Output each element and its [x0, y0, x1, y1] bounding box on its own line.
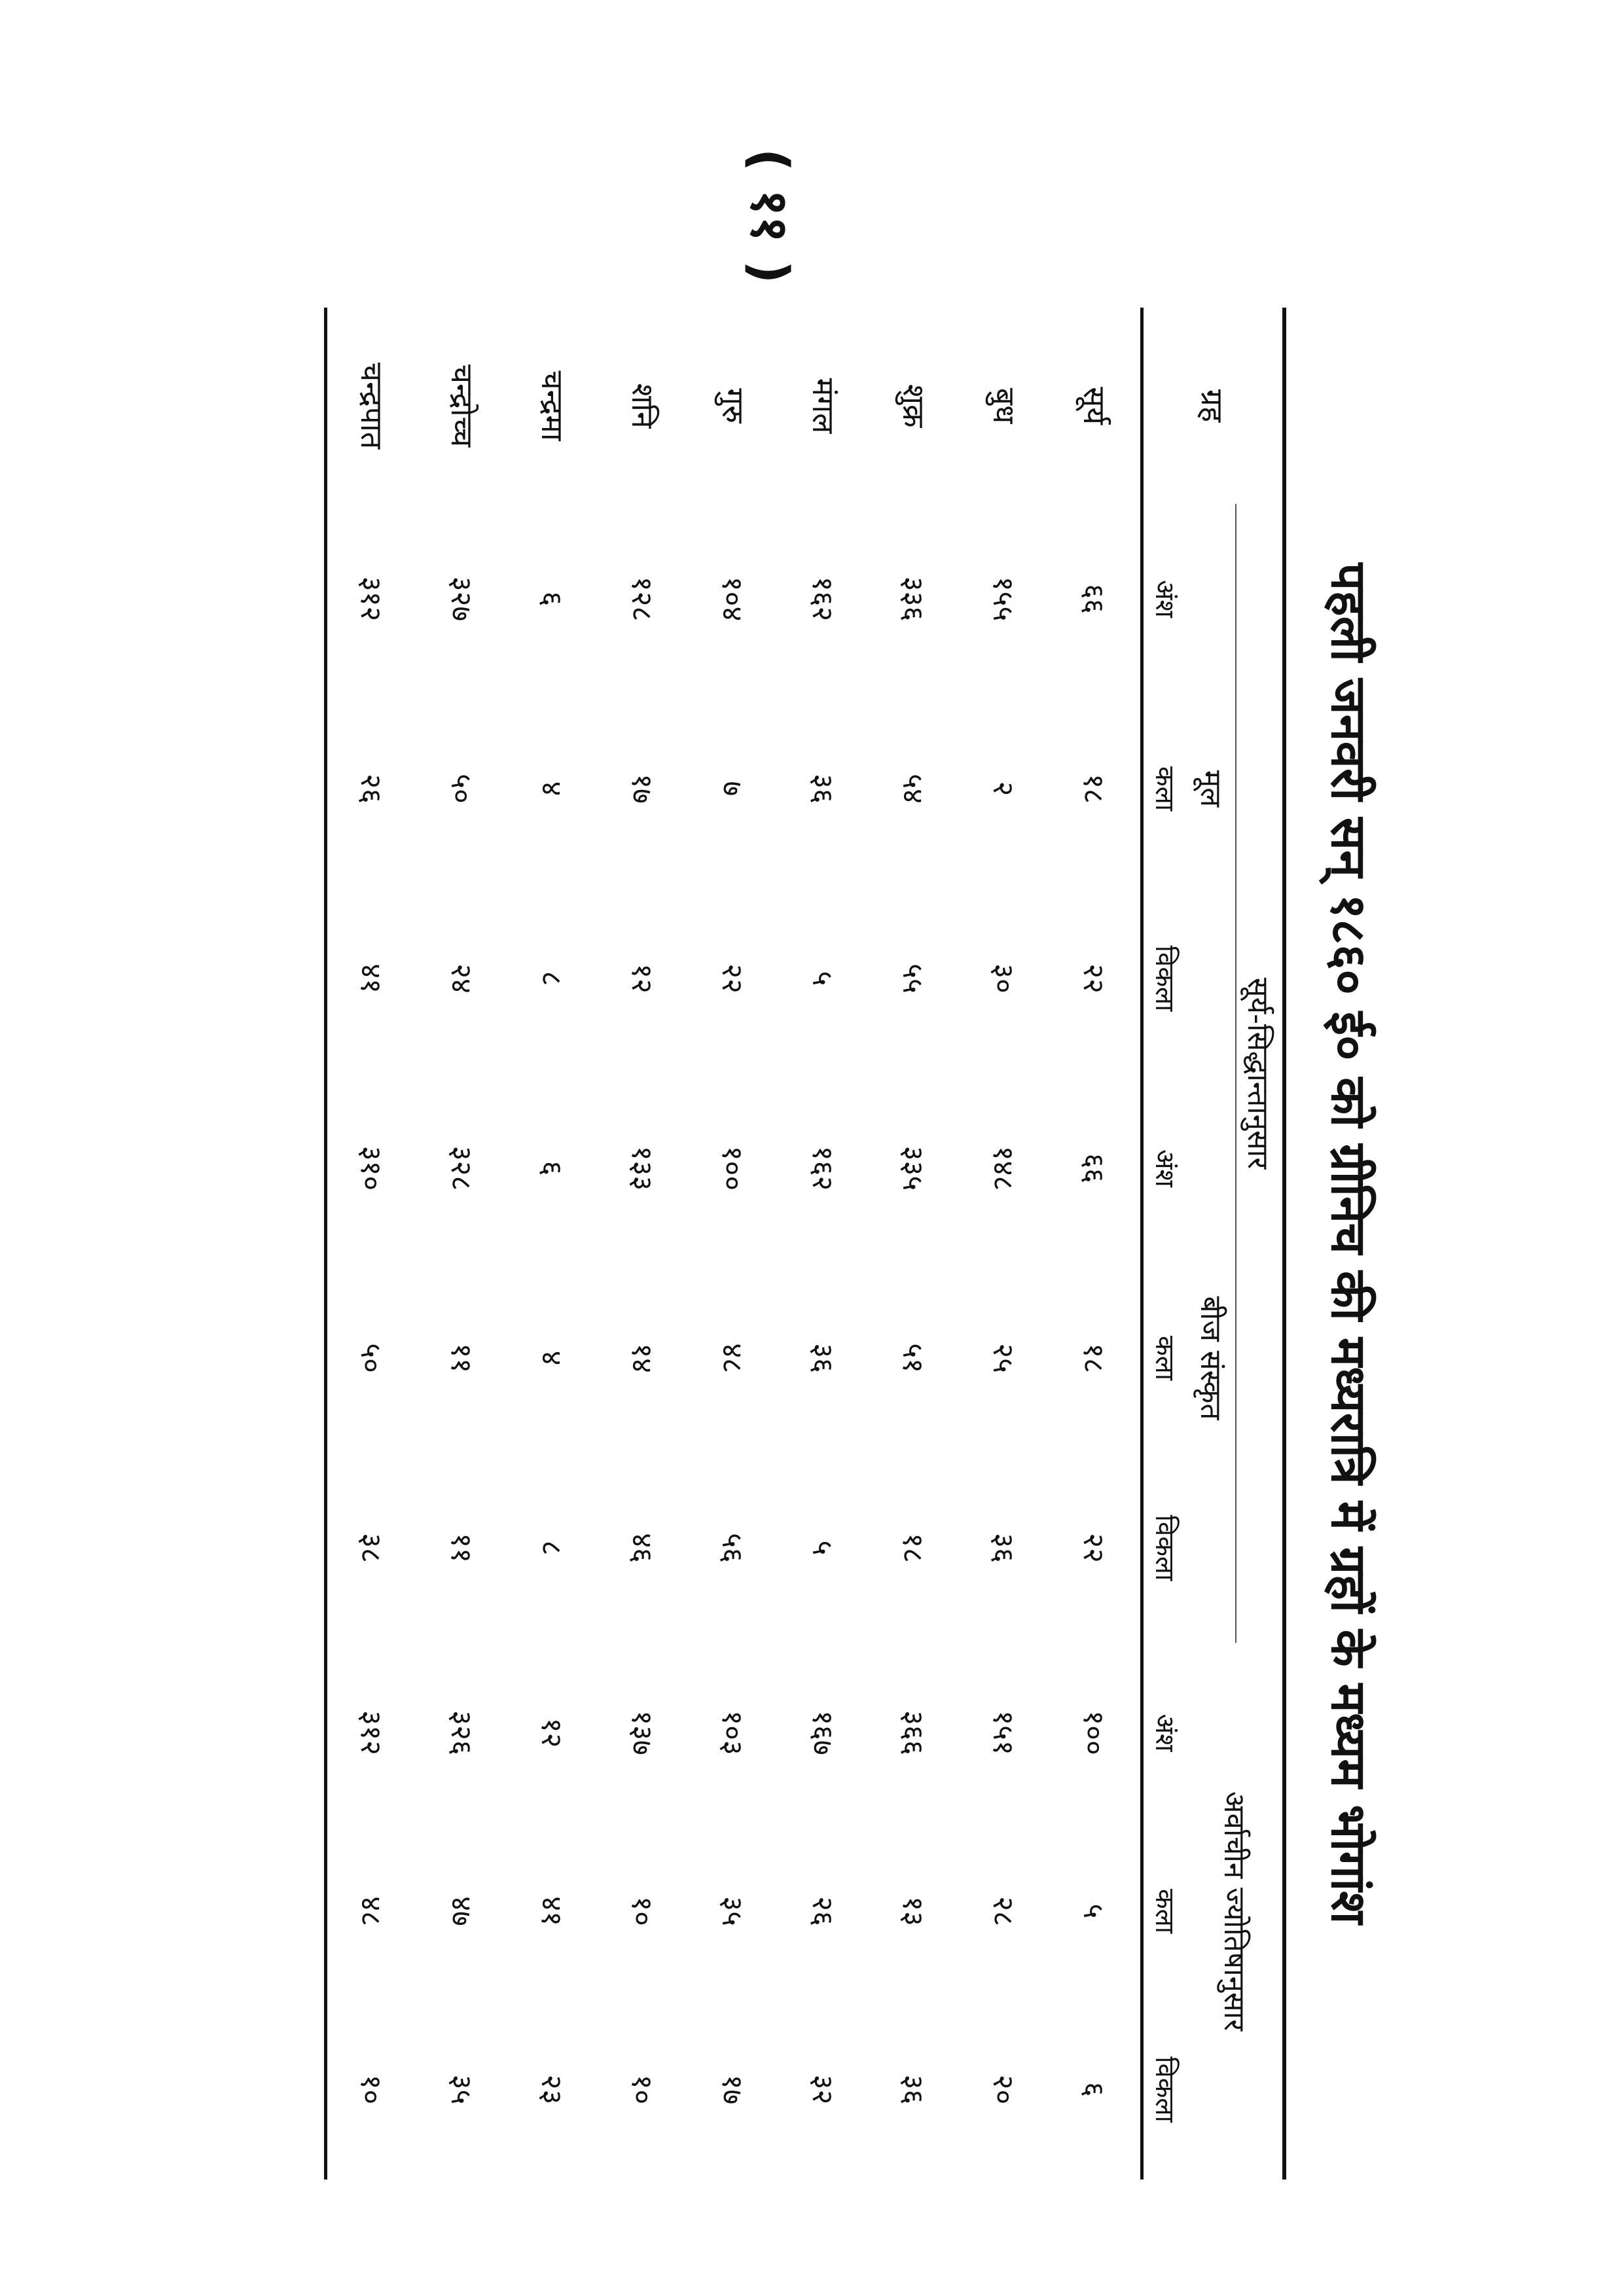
table-body	[326, 308, 1142, 2179]
beej-vikala-value: ११	[444, 1533, 478, 1563]
page-title: पहली जनवरी सन् १८६० ई० को ग्रीनिच की मध्यरात्रि में ग्रहों के मध्यम भोगांश	[1320, 563, 1377, 1924]
beej-ansh-value: १४८	[986, 1145, 1020, 1191]
planet-name: सूर्य	[1077, 387, 1112, 425]
mool-kala-value: १७	[625, 774, 659, 804]
arvachin-kala-value: ४१	[535, 1896, 568, 1926]
arvachin-kala-value: ४८	[326, 1823, 418, 2000]
mool-ansh-value: ६६	[1077, 584, 1110, 614]
table-row	[598, 308, 689, 2179]
mool-ansh-value: ३३६	[896, 576, 929, 622]
arvachin-vikala-value: ६	[1077, 2082, 1110, 2097]
arvachin-kala-value: ३५	[715, 1896, 749, 1926]
unit-kala: कला	[1142, 694, 1190, 884]
table-row	[1050, 308, 1142, 2179]
beej-kala-value: ४	[535, 1350, 568, 1366]
mool-vikala-value: ५	[806, 971, 839, 986]
beej-ansh-value: ६	[535, 1160, 568, 1176]
arvachin-vikala-value: १०	[625, 2074, 659, 2105]
beej-kala-value: २५	[986, 1343, 1020, 1373]
arvachin-ansh-value: १२	[535, 1717, 568, 1748]
table-row	[418, 308, 508, 2179]
arvachin-kala-value: ४७	[444, 1896, 478, 1926]
header-planet: ग्रह	[1142, 308, 1283, 504]
arvachin-kala-value: १०	[625, 1896, 659, 1926]
arvachin-kala-value: २८	[986, 1896, 1020, 1926]
beej-ansh-value: १३३	[625, 1145, 659, 1191]
beej-ansh-value: ३२८	[444, 1145, 478, 1191]
unit-vikala: विकला	[1142, 2000, 1190, 2179]
planet-name: शुक्र	[896, 384, 931, 428]
arvachin-ansh-value: १५१	[986, 1710, 1020, 1755]
arvachin-vikala-value: १०	[326, 2000, 418, 2179]
mool-kala-value: ४	[535, 781, 568, 797]
unit-kala: कला	[1142, 1823, 1190, 2000]
arvachin-kala-value: २६	[806, 1896, 839, 1926]
unit-vikala: विकला	[1142, 1453, 1190, 1643]
arvachin-vikala-value: ३५	[444, 2074, 478, 2105]
arvachin-vikala-value: २३	[535, 2074, 568, 2105]
mool-ansh-value: १५५	[986, 576, 1020, 622]
beej-kala-value: ३६	[806, 1343, 839, 1373]
unit-kala: कला	[1142, 1263, 1190, 1453]
mool-ansh-value: ३१२	[326, 504, 418, 694]
arvachin-vikala-value: १७	[715, 2074, 749, 2105]
mool-vikala-value: २४	[444, 963, 478, 994]
arvachin-ansh-value: १००	[1077, 1710, 1110, 1755]
beej-vikala-value: ३८	[326, 1453, 418, 1643]
arvachin-ansh-value: १६७	[806, 1710, 839, 1755]
mool-vikala-value: २२	[1077, 963, 1110, 994]
mool-ansh-value: १२८	[625, 576, 659, 622]
arvachin-vikala-value: ३६	[896, 2074, 929, 2105]
mool-ansh-value: ३२७	[444, 576, 478, 622]
table-row	[689, 308, 779, 2179]
beej-ansh-value: ६६	[1077, 1153, 1110, 1183]
arvachin-ansh-value: ३२६	[444, 1710, 478, 1755]
page-number: ( ११ )	[740, 148, 799, 284]
beej-kala-value: ४८	[715, 1343, 749, 1373]
planet-name: चन्द्रपात	[326, 308, 418, 504]
mool-vikala-value: १२	[625, 963, 659, 994]
mool-vikala-value: ५५	[896, 963, 929, 994]
planet-name: मंगल	[806, 378, 841, 434]
beej-vikala-value: ८	[535, 1540, 568, 1556]
mool-vikala-value: २२	[715, 963, 749, 994]
beej-vikala-value: ५६	[715, 1533, 749, 1563]
unit-vikala: विकला	[1142, 884, 1190, 1073]
header-mool: मूल	[1189, 504, 1236, 1073]
beej-kala-value: १८	[1077, 1343, 1110, 1373]
table-row	[869, 308, 960, 2179]
beej-ansh-value: ३३५	[896, 1145, 929, 1191]
mool-ansh-value: ६	[535, 591, 568, 607]
mool-kala-value: ५४	[896, 774, 929, 804]
header-surya-siddhanta: सूर्य-सिद्धान्तानुसार	[1241, 977, 1274, 1170]
table-row	[960, 308, 1050, 2179]
arvachin-vikala-value: ३२	[806, 2074, 839, 2105]
table-row	[779, 308, 869, 2179]
unit-ansh: अंश	[1142, 504, 1190, 694]
beej-ansh-value: १००	[715, 1145, 749, 1191]
unit-ansh: अंश	[1142, 1643, 1190, 1823]
unit-ansh: अंश	[1142, 1073, 1190, 1263]
arvachin-ansh-value: १३७	[625, 1710, 659, 1755]
arvachin-kala-value: ५	[1077, 1903, 1110, 1919]
arvachin-ansh-value: ३६६	[896, 1710, 929, 1755]
planet-name: बुध	[986, 387, 1022, 424]
beej-vikala-value: ५	[806, 1540, 839, 1556]
beej-ansh-value: ३१०	[326, 1073, 418, 1263]
planet-name: चन्द्रमा	[535, 370, 570, 441]
arvachin-ansh-value: ३१२	[326, 1643, 418, 1823]
arvachin-ansh-value: १०३	[715, 1710, 749, 1755]
beej-vikala-value: २२	[1077, 1533, 1110, 1563]
beej-vikala-value: ३६	[986, 1533, 1020, 1563]
mool-ansh-value: १६२	[806, 576, 839, 622]
mool-kala-value: १८	[1077, 774, 1110, 804]
header-beej-sanskrit: बीज संस्कृत	[1189, 1073, 1236, 1643]
beej-ansh-value: १६२	[806, 1145, 839, 1191]
arvachin-vikala-value: २०	[986, 2074, 1020, 2105]
mool-vikala-value: ३०	[986, 963, 1020, 994]
mool-vikala-value: ८	[535, 971, 568, 986]
planet-name: शनि	[625, 383, 660, 429]
mool-kala-value: २६	[326, 694, 418, 884]
arvachin-kala-value: १३	[896, 1896, 929, 1926]
mool-kala-value: २	[986, 781, 1020, 797]
rotated-page-content	[275, 308, 1401, 2179]
mool-kala-value: ५०	[444, 774, 478, 804]
beej-vikala-value: १८	[896, 1533, 929, 1563]
beej-kala-value: ५०	[326, 1263, 418, 1453]
beej-kala-value: १४	[625, 1343, 659, 1373]
mool-kala-value: ७	[715, 781, 749, 797]
table-row	[508, 308, 598, 2179]
planet-name: गुरु	[715, 388, 751, 423]
header-arvachin: अर्वाचीन ज्योतिषानुसार	[1218, 1791, 1251, 2032]
beej-kala-value: ५१	[896, 1343, 929, 1373]
mool-vikala-value: ४१	[326, 884, 418, 1073]
mool-ansh-value: १०४	[715, 576, 749, 622]
planet-name: चन्द्रोच्च	[444, 364, 480, 448]
beej-vikala-value: ४६	[625, 1533, 659, 1563]
table-row	[326, 308, 418, 2179]
beej-kala-value: ११	[444, 1343, 478, 1373]
mool-kala-value: ३६	[806, 774, 839, 804]
planet-longitude-table	[324, 308, 1286, 2179]
